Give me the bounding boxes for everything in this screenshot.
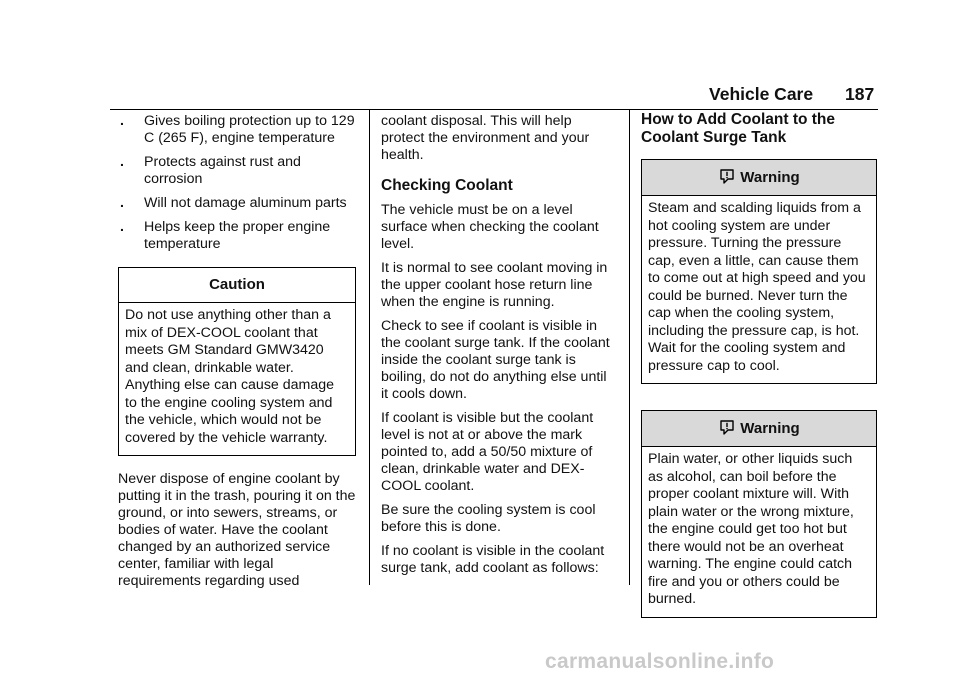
watermark: carmanualsonline.info <box>545 650 775 673</box>
dispose-paragraph: Never dispose of engine coolant by putting it in the trash, pouring it on the ground, or into sewers, streams, or bodies of water. Have the coolant changed by an authorized service center, familiar with legal requirements regarding used <box>118 471 356 589</box>
warning-title: Warning <box>740 420 800 437</box>
column-divider-right <box>629 110 630 585</box>
column-3 <box>641 110 877 618</box>
warning-body: Plain water, or other liquids such as alcohol, can boil before the proper coolant mixture will. With plain water or the wrong mixture, the engine could get too hot but there would not be an overheat warning. The engine could catch fire and you or others could be burned. <box>648 451 854 607</box>
continuation-paragraph: coolant disposal. This will help protect the environment and your health. <box>381 113 590 163</box>
body-paragraph: If no coolant is visible in the coolant surge tank, add coolant as follows: <box>381 543 605 576</box>
bullet-mark: . <box>120 113 124 129</box>
bullet-mark: . <box>120 154 124 170</box>
warning-icon <box>718 167 736 185</box>
bullet-text: Will not damage aluminum parts <box>144 195 347 211</box>
bullet-text: Gives boiling protection up to 129 C (265 F), engine temperature <box>144 113 355 146</box>
body-paragraph: The vehicle must be on a level surface when checking the coolant level. <box>381 202 599 252</box>
body-paragraph: It is normal to see coolant moving in the upper coolant hose return line when the engine is running. <box>381 260 608 310</box>
bullet-item <box>118 219 356 253</box>
add-coolant-heading: How to Add Coolant to the Coolant Surge Tank <box>641 111 835 146</box>
section-title: Vehicle Care <box>709 84 814 104</box>
body-paragraph: Check to see if coolant is visible in the coolant surge tank. If the coolant inside the coolant surge tank is boiling, do not do anything else until it cools down. <box>381 318 610 402</box>
warning-box <box>641 410 877 618</box>
bullet-mark: . <box>120 195 124 211</box>
bullet-item <box>118 154 356 188</box>
caution-box <box>118 267 356 456</box>
warning-title: Warning <box>740 169 800 186</box>
warning-body: Steam and scalding liquids from a hot cooling system are under pressure. Turning the pressure cap, even a little, can cause them to come out at high speed and you could be burned. Never turn the cap when the cooling system, including the pressure cap, is hot. Wait for the cooling system and pressure cap to cool. <box>648 200 866 374</box>
bullet-item <box>118 113 356 147</box>
warning-header <box>642 160 876 195</box>
body-paragraph: Be sure the cooling system is cool before this is done. <box>381 502 596 535</box>
warning-header <box>642 411 876 446</box>
bullet-mark: . <box>120 219 124 235</box>
warning-box <box>641 159 877 384</box>
page-number: 187 <box>845 84 875 104</box>
body-paragraph: If coolant is visible but the coolant level is not at or above the mark pointed to, add a 50/50 mixture of clean, drinkable water and DEX-COOL coolant. <box>381 410 594 494</box>
column-2 <box>381 110 617 577</box>
page-header <box>0 80 960 110</box>
bullet-item <box>118 195 356 212</box>
column-1 <box>118 110 356 590</box>
bullet-text: Protects against rust and corrosion <box>144 154 301 187</box>
caution-body: Do not use anything other than a mix of DEX-COOL coolant that meets GM Standard GMW3420 and clean, drinkable water. Anything else can cause damage to the engine cooling system and the vehicle, which would not be covered by the vehicle warranty. <box>125 307 335 446</box>
warning-icon <box>718 418 736 436</box>
bullet-text: Helps keep the proper engine temperature <box>144 219 331 252</box>
checking-coolant-heading: Checking Coolant <box>381 177 513 194</box>
column-divider-left <box>369 110 370 585</box>
caution-title: Caution <box>209 276 265 293</box>
